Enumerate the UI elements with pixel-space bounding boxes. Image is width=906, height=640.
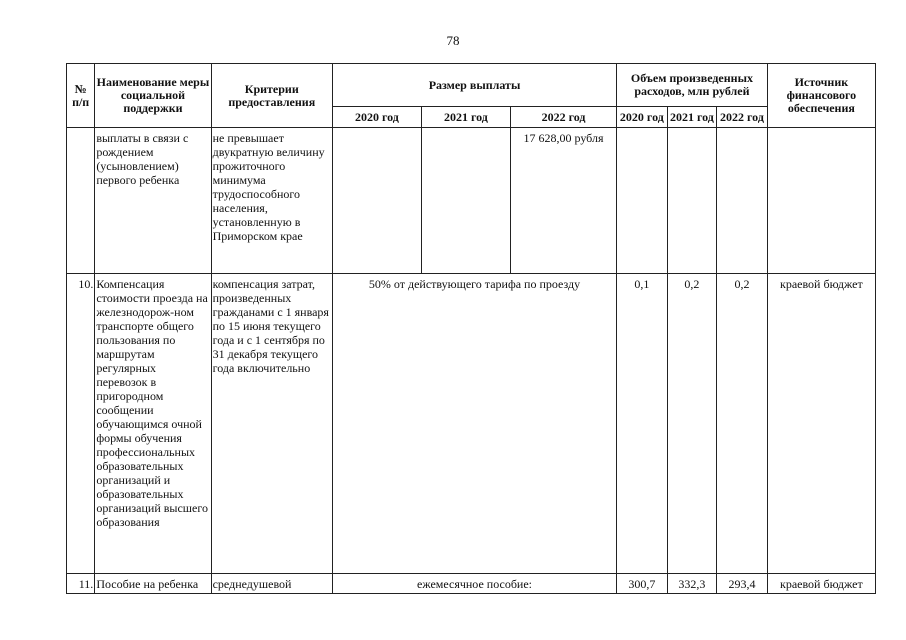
row-measure: Компенсация стоимости проезда на железнодорож-ном транспорте общего пользования по маршрутам регулярных перевозок в пригородном сообщении обучающимся очной формы обучения профессиональных образовательных организаций и образовательных организаций высшего образования: [95, 274, 211, 574]
header-vol-2021: 2021 год: [667, 107, 717, 128]
header-vol-2020: 2020 год: [617, 107, 668, 128]
row-criteria: не превышает двукратную величину прожиточного минимума трудоспособного населения, установленную в Приморском крае: [211, 128, 332, 274]
row-criteria: компенсация затрат, произведенных гражданами с 1 января по 15 июня текущего года и с 1 сентября по 31 декабря текущего года включительно: [211, 274, 332, 574]
table-row: [67, 128, 876, 274]
header-criteria: Критерии предоставления: [211, 64, 332, 128]
row-vol-2020: [617, 128, 668, 274]
row-source: краевой бюджет: [767, 274, 875, 574]
row-payment-merged: 50% от действующего тарифа по проезду: [332, 274, 616, 574]
row-vol-2022: [717, 128, 768, 274]
row-source: краевой бюджет: [767, 574, 875, 594]
row-pay-2021: [421, 128, 510, 274]
row-vol-2021: 332,3: [667, 574, 717, 594]
header-measure: Наименование меры социальной поддержки: [95, 64, 211, 128]
row-vol-2022: 293,4: [717, 574, 768, 594]
header-num: № п/п: [67, 64, 95, 128]
row-payment-merged: ежемесячное пособие:: [332, 574, 616, 594]
header-pay-2021: 2021 год: [421, 107, 510, 128]
row-measure: Пособие на ребенка: [95, 574, 211, 594]
table-row: [67, 574, 876, 594]
row-measure: выплаты в связи с рождением (усыновлением) первого ребенка: [95, 128, 211, 274]
row-num: 10.: [67, 274, 95, 574]
table-row: [67, 274, 876, 574]
header-pay-2022: 2022 год: [510, 107, 616, 128]
row-num: 11.: [67, 574, 95, 594]
row-criteria: среднедушевой: [211, 574, 332, 594]
header-pay-2020: 2020 год: [332, 107, 421, 128]
row-vol-2020: 300,7: [617, 574, 668, 594]
row-vol-2021: [667, 128, 717, 274]
header-source: Источник финансового обеспечения: [767, 64, 875, 128]
social-support-table: [66, 63, 876, 594]
row-vol-2021: 0,2: [667, 274, 717, 574]
row-pay-2020: [332, 128, 421, 274]
header-payment-size: Размер выплаты: [332, 64, 616, 107]
row-vol-2020: 0,1: [617, 274, 668, 574]
row-source: [767, 128, 875, 274]
row-pay-2022: 17 628,00 рубля: [510, 128, 616, 274]
header-volume: Объем произведенных расходов, млн рублей: [617, 64, 768, 107]
row-vol-2022: 0,2: [717, 274, 768, 574]
row-num: [67, 128, 95, 274]
page-number: 78: [446, 33, 460, 48]
header-vol-2022: 2022 год: [717, 107, 768, 128]
